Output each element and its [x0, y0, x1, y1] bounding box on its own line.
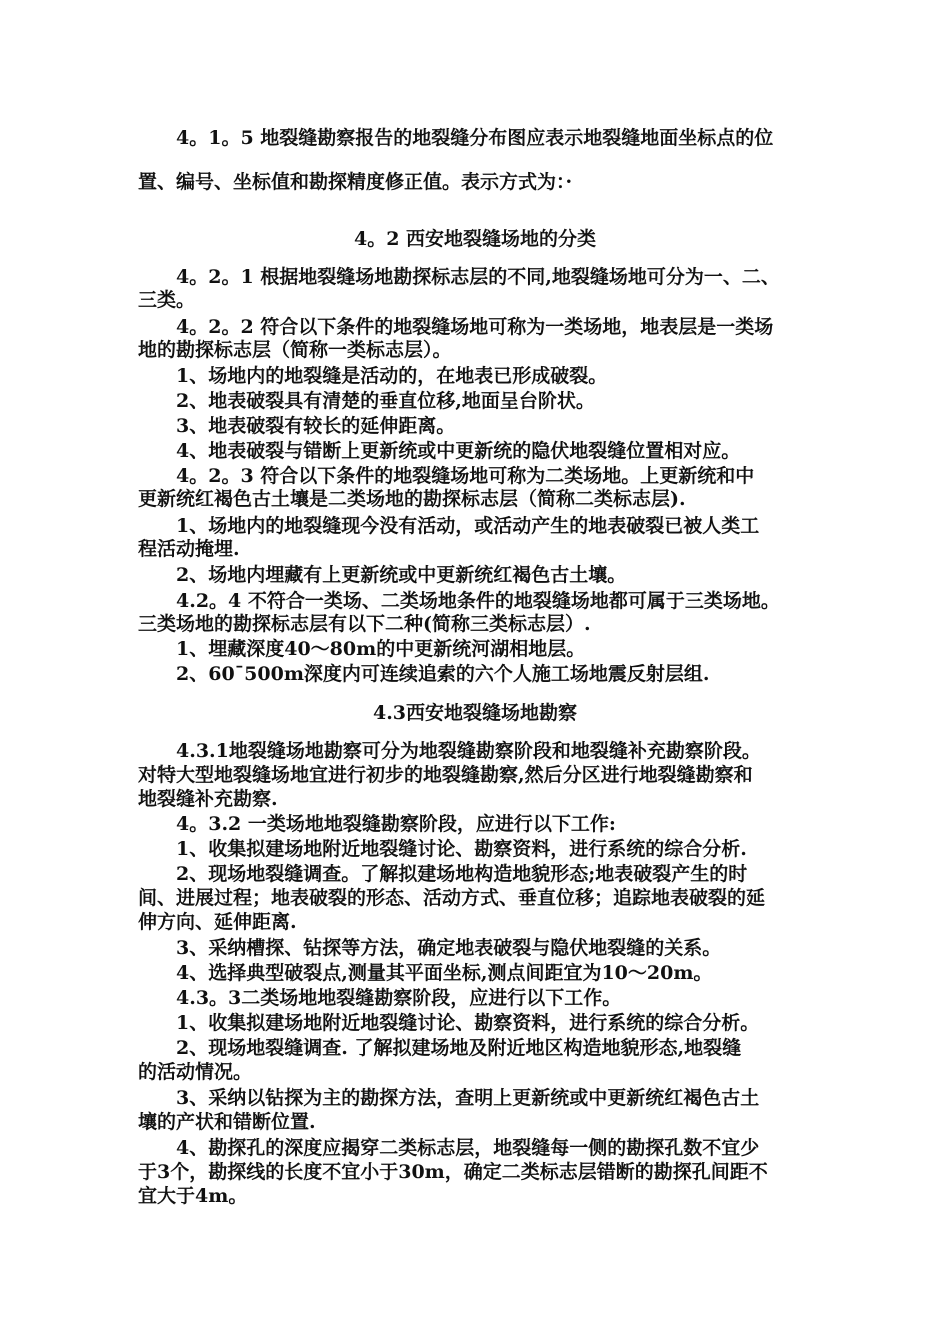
text-line: 4.3.1地裂缝场地勘察可分为地裂缝勘察阶段和地裂缝补充勘察阶段。 [138, 740, 761, 762]
section-heading: 4。2 西安地裂缝场地的分类 [353, 228, 597, 250]
text-line: 程活动掩埋. [138, 538, 240, 560]
text-line: 4.3。3二类场地地裂缝勘察阶段，应进行以下工作。 [138, 987, 622, 1009]
text-line: 更新统红褐色古土壤是二类场地的勘探标志层（简称二类标志层). [138, 488, 686, 510]
text-line: 三类。 [138, 289, 196, 311]
text-line: 4.2。4 不符合一类场、二类场地条件的地裂缝场地都可属于三类场地。 [138, 590, 780, 612]
text-line: 2、场地内埋藏有上更新统或中更新统红褐色古土壤。 [138, 564, 627, 586]
text-line: 4。2。2 符合以下条件的地裂缝场地可称为一类场地，地表层是一类场 [138, 316, 774, 338]
text-line: 的活动情况。 [138, 1061, 253, 1083]
text-line: 间、进展过程；地表破裂的形态、活动方式、垂直位移；追踪地表破裂的延 [138, 887, 766, 909]
text-line: 伸方向、延伸距离. [138, 911, 297, 933]
section-heading: 4.3西安地裂缝场地勘察 [372, 702, 578, 724]
text-line: 2、现场地裂缝调查。了解拟建场地构造地貌形态;地表破裂产生的时 [138, 863, 748, 885]
text-line: 3、采纳槽探、钻探等方法，确定地表破裂与隐伏地裂缝的关系。 [138, 937, 722, 959]
text-line: 地的勘探标志层（简称一类标志层）。 [138, 339, 452, 361]
text-line: 3、采纳以钻探为主的勘探方法，查明上更新统或中更新统红褐色古土 [138, 1087, 760, 1109]
text-line: 置、编号、坐标值和勘探精度修正值。表示方式为：· [138, 171, 573, 193]
text-line: 三类场地的勘探标志层有以下二种(简称三类标志层）. [138, 613, 591, 635]
text-line: 1、场地内的地裂缝是活动的，在地表已形成破裂。 [138, 365, 608, 387]
text-line: 4、选择典型破裂点,测量其平面坐标,测点间距宜为10～20m。 [138, 962, 713, 984]
text-line: 2、现场地裂缝调查. 了解拟建场地及附近地区构造地貌形态,地裂缝 [138, 1037, 742, 1059]
text-line: 宜大于4m。 [138, 1185, 248, 1207]
text-line: 2、地表破裂具有清楚的垂直位移,地面呈台阶状。 [138, 390, 595, 412]
text-line: 4、地表破裂与错断上更新统或中更新统的隐伏地裂缝位置相对应。 [138, 440, 741, 462]
text-line: 3、地表破裂有较长的延伸距离。 [138, 415, 456, 437]
text-line: 4、勘探孔的深度应揭穿二类标志层，地裂缝每一侧的勘探孔数不宜少 [138, 1137, 760, 1159]
text-line: 4。2。3 符合以下条件的地裂缝场地可称为二类场地。上更新统和中 [138, 465, 755, 487]
text-line: 2、60¯500m深度内可连续追索的六个人施工场地震反射层组. [138, 663, 710, 685]
text-line: 4。3.2 一类场地地裂缝勘察阶段，应进行以下工作: [138, 813, 616, 835]
text-line: 于3个，勘探线的长度不宜小于30m，确定二类标志层错断的勘探孔间距不 [138, 1161, 768, 1183]
text-line: 1、收集拟建场地附近地裂缝讨论、勘察资料，进行系统的综合分析. [138, 838, 747, 860]
text-line: 4。2。1 根据地裂缝场地勘探标志层的不同,地裂缝场地可分为一、二、 [138, 266, 780, 288]
text-line: 4。1。5 地裂缝勘察报告的地裂缝分布图应表示地裂缝地面坐标点的位 [138, 127, 774, 149]
text-line: 1、收集拟建场地附近地裂缝讨论、勘察资料，进行系统的综合分析。 [138, 1012, 760, 1034]
text-line: 壤的产状和错断位置. [138, 1111, 316, 1133]
text-line: 对特大型地裂缝场地宜进行初步的地裂缝勘察,然后分区进行地裂缝勘察和 [138, 764, 753, 786]
text-line: 1、埋藏深度40～80m的中更新统河湖相地层。 [138, 638, 586, 660]
text-line: 1、场地内的地裂缝现今没有活动，或活动产生的地表破裂已被人类工 [138, 515, 760, 537]
text-line: 地裂缝补充勘察. [138, 788, 278, 810]
